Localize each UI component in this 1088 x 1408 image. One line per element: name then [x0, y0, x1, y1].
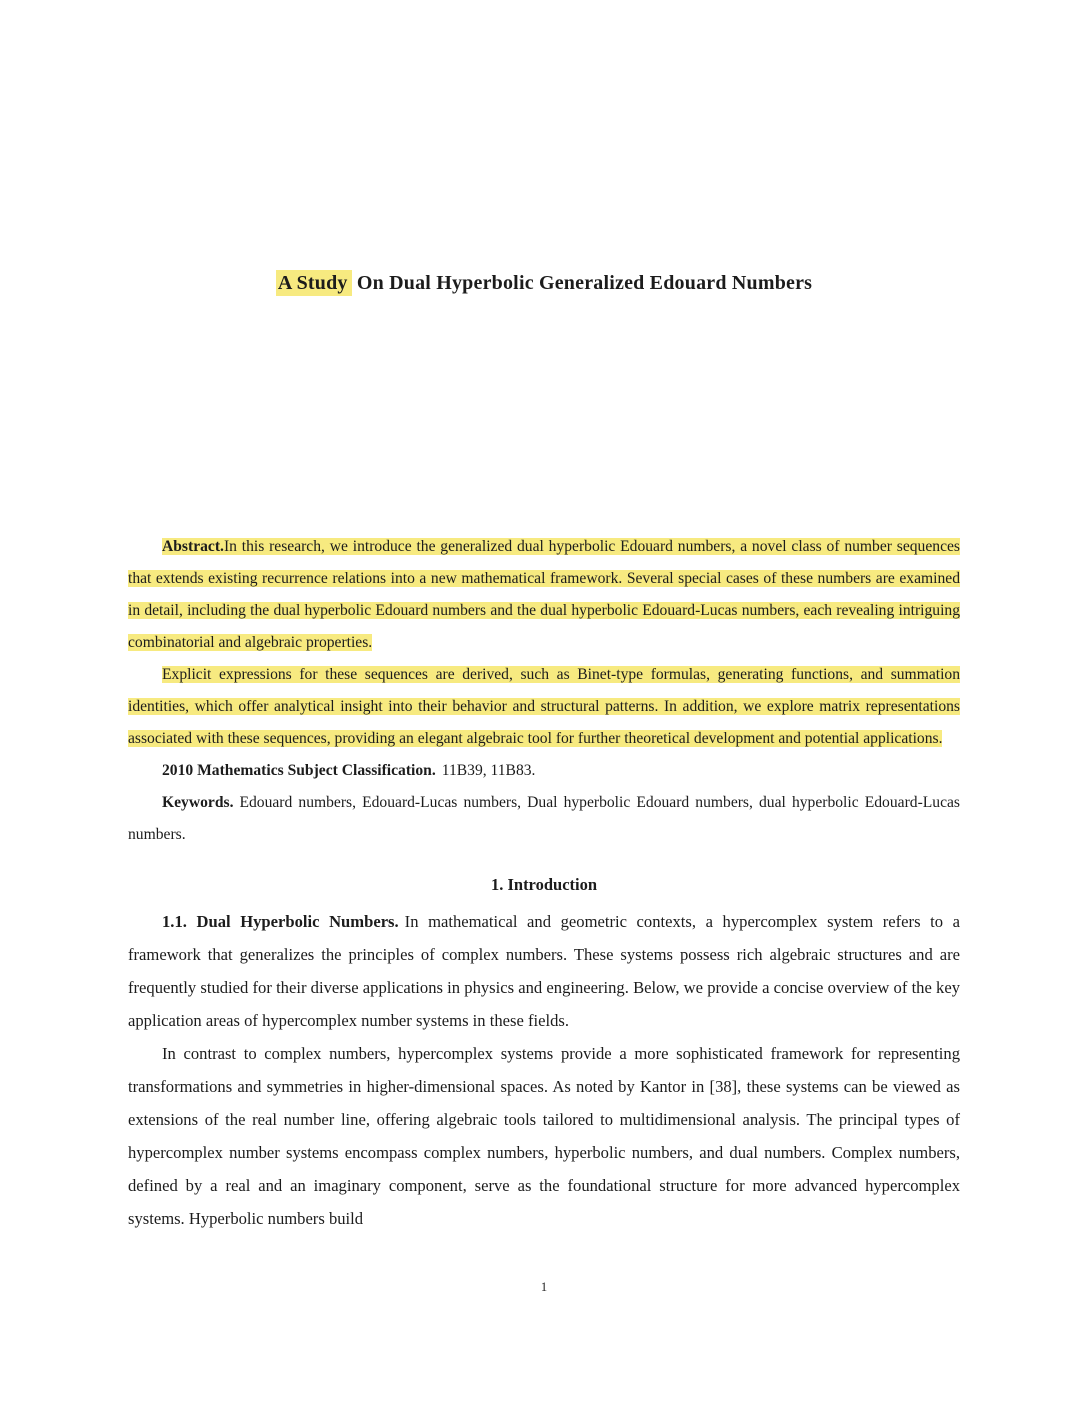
subsection-label: 1.1. Dual Hyperbolic Numbers. [162, 912, 399, 931]
paper-body [128, 531, 960, 1235]
keywords-value: Edouard numbers, Edouard-Lucas numbers, Dual hyperbolic Edouard numbers, dual hyperbolic Edouard-Lucas numbers. [128, 794, 960, 843]
subsection-text: In mathematical and geometric contexts, a hypercomplex system refers to a framework that generalizes the principles of complex numbers. These systems possess rich algebraic structures and are frequently studied for their diverse applications in physics and engineering. Below, we provide a concise overview of the key application areas of hypercomplex number systems in these fields. [128, 912, 960, 1030]
abstract-paragraph-2 [128, 659, 960, 755]
msc-line [128, 755, 960, 787]
title-highlight: A Study [276, 270, 352, 296]
page-number: 1 [540, 1280, 548, 1294]
section-heading-introduction: 1. Introduction [490, 875, 598, 894]
body-paragraph-2: In contrast to complex numbers, hypercomplex systems provide a more sophisticated framework for representing transformations and symmetries in higher-dimensional spaces. As noted by Kantor in [38], these systems can be viewed as extensions of the real number line, offering algebraic tools tailored to multidimensional analysis. The principal types of hypercomplex number systems encompass complex numbers, hyperbolic numbers, and dual numbers. Complex numbers, defined by a real and an imaginary component, serve as the foundational structure for more advanced hypercomplex systems. Hyperbolic numbers build [128, 1044, 960, 1228]
msc-value: 11B39, 11B83. [441, 762, 536, 779]
keywords-line [128, 787, 960, 851]
abstract-label: Abstract. [162, 538, 224, 555]
abstract-paragraph-1 [128, 531, 960, 659]
abstract-text-1: In this research, we introduce the generalized dual hyperbolic Edouard numbers, a novel class of number sequences that extends existing recurrence relations into a new mathematical framework. Several special cases of these numbers are examined in detail, including the dual hyperbolic Edouard numbers and the dual hyperbolic Edouard-Lucas numbers, each revealing intriguing combinatorial and algebraic properties. [128, 538, 960, 651]
abstract-text-2: Explicit expressions for these sequences are derived, such as Binet-type formulas, generating functions, and summation identities, which offer analytical insight into their behavior and structural patterns. In addition, we explore matrix representations associated with these sequences, providing an elegant algebraic tool for further theoretical development and potential applications. [128, 666, 960, 747]
paper-title [0, 272, 1088, 295]
subsection-paragraph [128, 905, 960, 1037]
msc-label: 2010 Mathematics Subject Classification. [162, 762, 436, 779]
keywords-label: Keywords. [162, 794, 234, 811]
title-text: On Dual Hyperbolic Generalized Edouard Numbers [356, 272, 813, 294]
